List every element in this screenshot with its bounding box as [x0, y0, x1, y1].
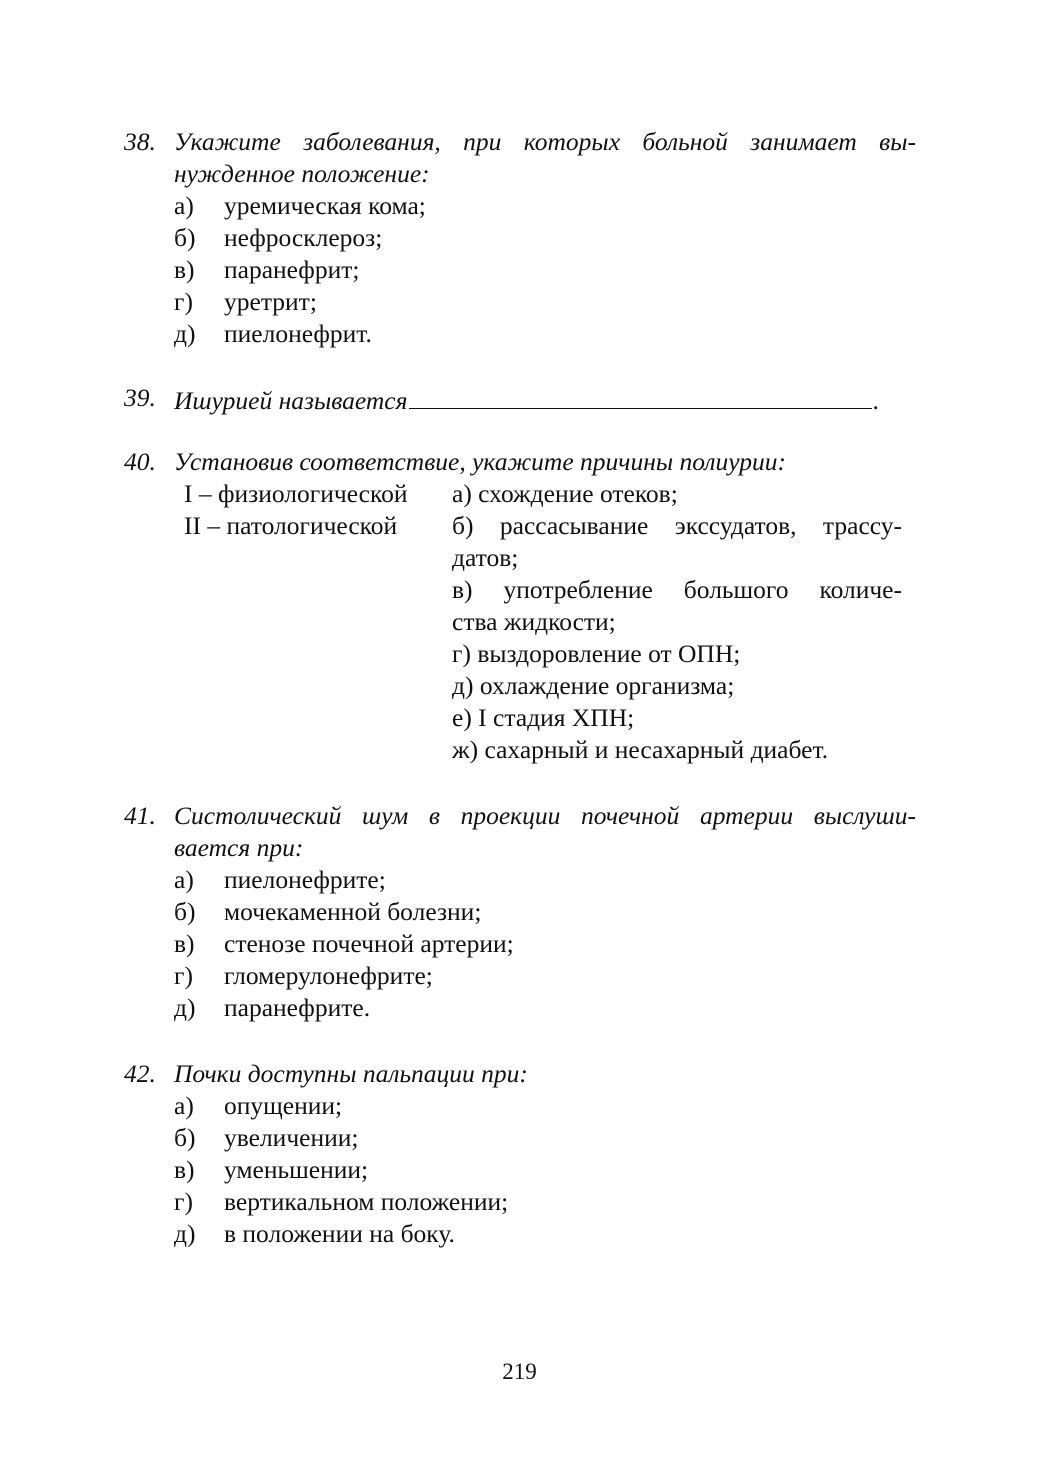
cause-item-continued: ства жидкости;	[452, 607, 616, 636]
question-number: 38.	[124, 127, 156, 156]
option-text: уремическая кома;	[224, 191, 426, 220]
answer-option	[174, 222, 916, 254]
question-text-continued: вается при:	[174, 833, 304, 862]
question-39-header	[124, 382, 916, 417]
cause-item: в) употребление большого количе-	[452, 575, 902, 604]
question-text: Установив соответствие, укажите причины полиурии:	[174, 447, 786, 476]
answer-option	[174, 254, 916, 286]
question-42	[124, 1058, 916, 1250]
option-letter: д)	[174, 319, 196, 348]
option-text: нефросклероз;	[224, 223, 383, 252]
option-letter: в)	[174, 929, 195, 958]
option-letter: а)	[174, 1091, 194, 1120]
option-text: уменьшении;	[224, 1155, 369, 1184]
question-38-header	[124, 126, 916, 158]
option-text: гломерулонефрите;	[224, 961, 433, 990]
cause-item: е) I стадия ХПН;	[452, 703, 635, 732]
answer-option	[174, 896, 916, 928]
question-text-label: Ишурией называется	[174, 386, 408, 415]
cause-item: д) охлаждение организма;	[452, 671, 735, 700]
cause-item: б) рассасывание экссудатов, трассу-	[452, 511, 902, 540]
sentence-period: .	[872, 386, 879, 415]
option-text: паранефрит;	[224, 255, 360, 284]
answer-option	[174, 864, 916, 896]
question-number: 40.	[124, 447, 156, 476]
question-41-header	[124, 800, 916, 832]
answer-option	[174, 190, 916, 222]
option-text: пиелонефрит.	[224, 319, 372, 348]
question-41	[124, 800, 916, 1024]
option-letter: а)	[174, 865, 194, 894]
question-39	[124, 382, 916, 417]
option-text: вертикальном положении;	[224, 1187, 509, 1216]
question-38	[124, 126, 916, 350]
option-letter: д)	[174, 1219, 196, 1248]
option-letter: б)	[174, 897, 196, 926]
question-number: 42.	[124, 1059, 156, 1088]
option-letter: д)	[174, 993, 196, 1022]
question-text: Почки доступны пальпации при:	[174, 1059, 528, 1088]
cause-item: г) выздоровление от ОПН;	[452, 639, 741, 668]
option-letter: б)	[174, 1123, 196, 1152]
question-number: 39.	[124, 383, 156, 412]
option-letter: г)	[174, 1187, 193, 1216]
question-text	[174, 382, 879, 417]
option-text: паранефрите.	[224, 993, 371, 1022]
answer-option	[174, 1154, 916, 1186]
option-letter: а)	[174, 191, 194, 220]
cause-item: а) схождение отеков;	[452, 479, 678, 508]
answer-option	[174, 1122, 916, 1154]
option-letter: г)	[174, 287, 193, 316]
option-text: стенозе почечной артерии;	[224, 929, 514, 958]
option-text: опущении;	[224, 1091, 343, 1120]
option-letter: г)	[174, 961, 193, 990]
cause-item-continued: датов;	[452, 543, 519, 572]
answer-option	[174, 928, 916, 960]
cause-list	[452, 478, 902, 766]
option-letter: б)	[174, 223, 196, 252]
question-text-continued: нужденное положение:	[174, 159, 430, 188]
question-number: 41.	[124, 801, 156, 830]
question-42-header	[124, 1058, 916, 1090]
answer-blank-line	[409, 382, 872, 409]
option-text: увеличении;	[224, 1123, 359, 1152]
option-letter: в)	[174, 255, 195, 284]
category-pathological: II – патологической	[184, 511, 398, 540]
question-text: Укажите заболевания, при которых больной занимает вы-	[174, 127, 916, 156]
cause-item: ж) сахарный и несахарный диабет.	[452, 735, 829, 764]
answer-option	[174, 1186, 916, 1218]
option-text: мочекаменной болезни;	[224, 897, 482, 926]
category-physiological: I – физиологической	[184, 479, 408, 508]
answer-option	[174, 960, 916, 992]
answer-option	[174, 1218, 916, 1250]
page-number: 219	[502, 1359, 537, 1384]
question-40	[124, 446, 916, 478]
option-text: пиелонефрите;	[224, 865, 386, 894]
option-text: уретрит;	[224, 287, 317, 316]
answer-option	[174, 1090, 916, 1122]
question-text: Систолический шум в проекции почечной артерии выслуши-	[174, 801, 916, 830]
answer-option	[174, 286, 916, 318]
option-letter: в)	[174, 1155, 195, 1184]
answer-option	[174, 992, 916, 1024]
answer-option	[174, 318, 916, 350]
option-text: в положении на боку.	[224, 1219, 455, 1248]
question-40-header	[124, 446, 916, 478]
